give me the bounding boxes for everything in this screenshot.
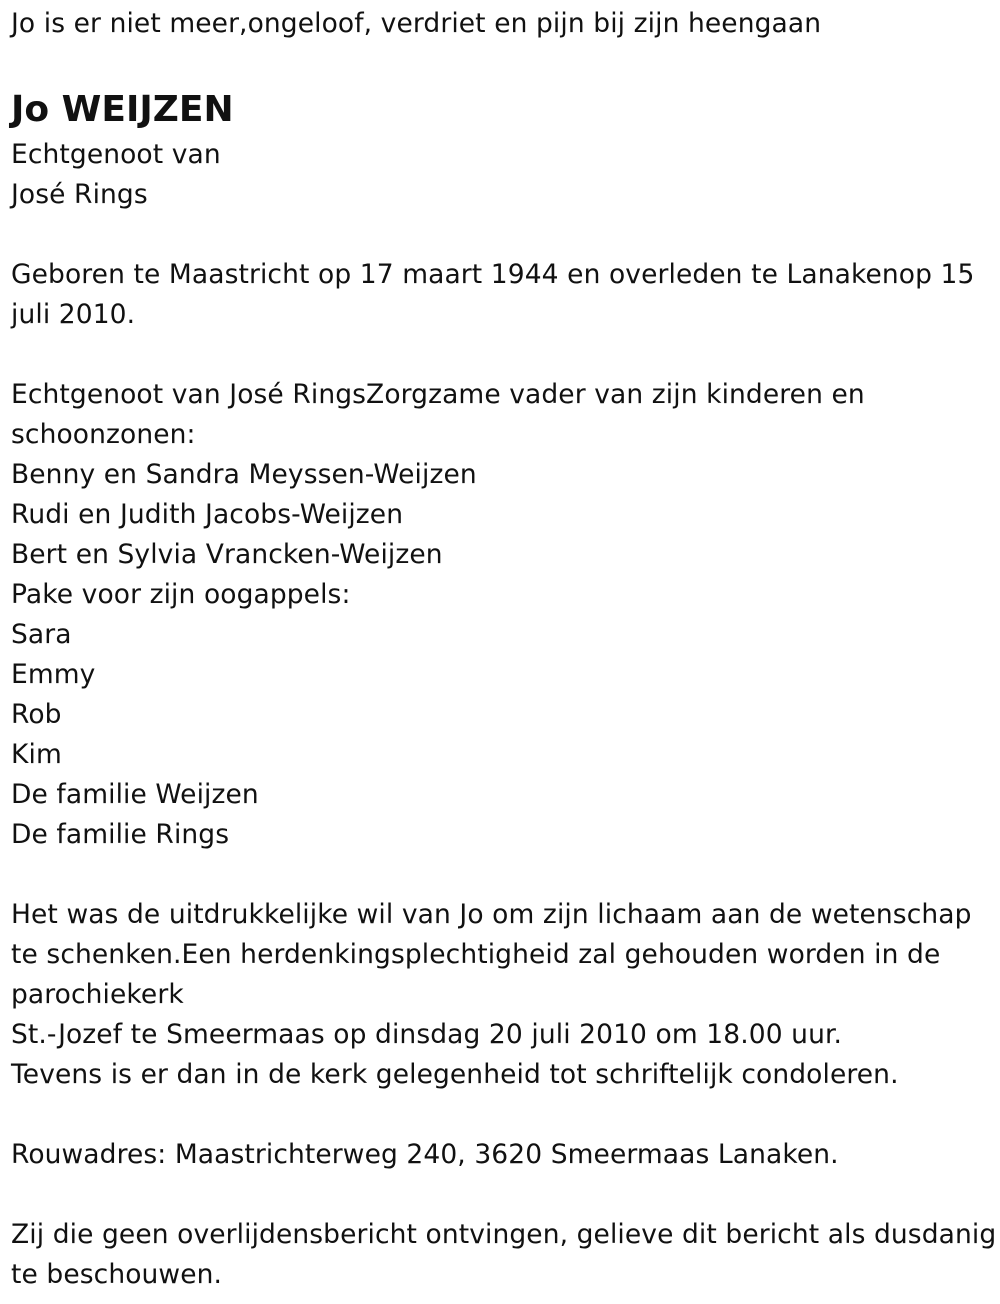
child-entry: Rudi en Judith Jacobs-Weijzen [11, 499, 404, 530]
closing-line-2: te beschouwen. [11, 1259, 223, 1290]
birth-death-line-2: juli 2010. [11, 299, 136, 330]
grandchildren-label: Pake voor zijn oogappels: [11, 579, 351, 610]
child-entry: Benny en Sandra Meyssen-Weijzen [11, 459, 477, 490]
spacer [11, 855, 991, 895]
family-entry: De familie Rings [11, 819, 230, 850]
ceremony-line-1: Het was de uitdrukkelijke wil van Jo om zijn lichaam aan de wetenschap [11, 899, 972, 930]
spouse-label: Echtgenoot van [11, 139, 221, 170]
child-entry: Bert en Sylvia Vrancken-Weijzen [11, 539, 443, 570]
ceremony-line-3: parochiekerk [11, 979, 184, 1010]
ceremony-line-4: St.-Jozef te Smeermaas op dinsdag 20 juli 2010 om 18.00 uur. [11, 1019, 843, 1050]
spacer [11, 215, 991, 255]
family-entry: De familie Weijzen [11, 779, 259, 810]
spacer [11, 1175, 991, 1215]
family-line-2: schoonzonen: [11, 419, 196, 450]
obituary-notice [11, 0, 997, 1295]
birth-death-line-1: Geboren te Maastricht op 17 maart 1944 en overleden te Lanakenop 15 [11, 259, 975, 290]
grandchild-entry: Kim [11, 739, 62, 770]
spouse-name: José Rings [11, 179, 148, 210]
deceased-name: Jo WEIJZEN [11, 89, 234, 130]
grandchild-entry: Sara [11, 619, 72, 650]
ceremony-line-5: Tevens is er dan in de kerk gelegenheid tot schriftelijk condoleren. [11, 1059, 899, 1090]
grandchild-entry: Emmy [11, 659, 96, 690]
funeral-address: Rouwadres: Maastrichterweg 240, 3620 Smeermaas Lanaken. [11, 1139, 839, 1170]
ceremony-line-2: te schenken.Een herdenkingsplechtigheid zal gehouden worden in de [11, 939, 941, 970]
family-line-1: Echtgenoot van José RingsZorgzame vader van zijn kinderen en [11, 379, 865, 410]
spacer [11, 1095, 991, 1135]
grandchild-entry: Rob [11, 699, 62, 730]
spacer [11, 335, 991, 375]
intro-text: Jo is er niet meer,ongeloof, verdriet en pijn bij zijn heengaan [11, 8, 822, 39]
closing-line-1: Zij die geen overlijdensbericht ontvingen, gelieve dit bericht als dusdanig [11, 1219, 997, 1250]
